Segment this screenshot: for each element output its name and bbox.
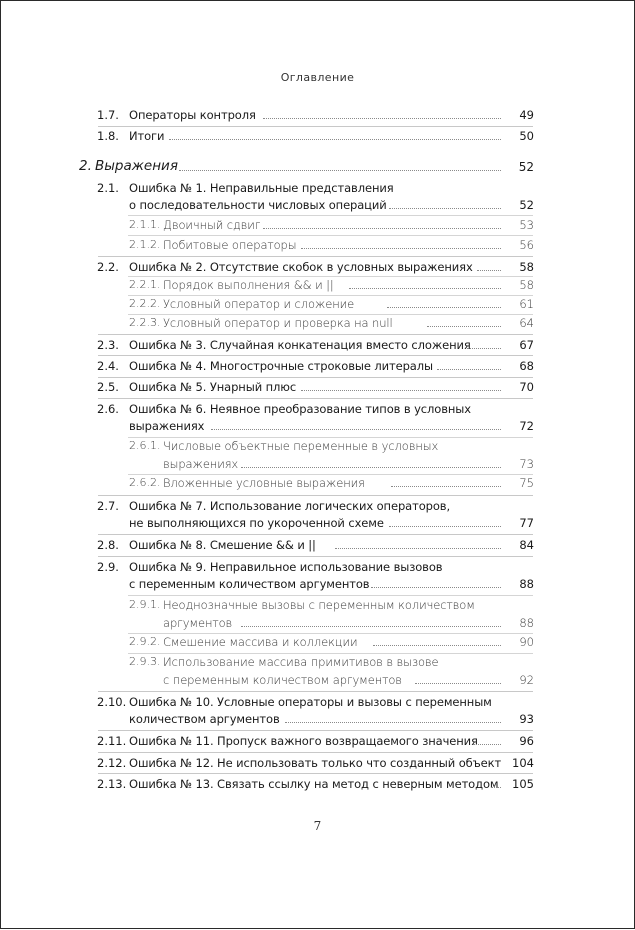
toc-entry-number: 2.2.3. — [129, 316, 161, 329]
toc-entry[interactable] — [1, 695, 635, 729]
toc-entry-title: Итоги — [129, 129, 165, 143]
toc-entry-title: Побитовые операторы — [163, 238, 297, 252]
toc-entry-title: Порядок выполнения && и || — [163, 278, 334, 292]
toc-entry-page: 49 — [519, 108, 534, 122]
toc-entry-page: 105 — [512, 777, 534, 791]
toc-entry[interactable] — [1, 359, 635, 377]
toc-entry-page: 88 — [519, 616, 534, 630]
toc-entry-page: 56 — [519, 238, 534, 252]
toc-entry-page: 72 — [519, 419, 534, 433]
dot-leader — [179, 168, 501, 171]
dot-leader — [389, 206, 501, 209]
divider — [128, 595, 533, 596]
toc-entry-page: 53 — [519, 218, 534, 232]
toc-entry[interactable] — [1, 380, 635, 398]
divider — [98, 773, 533, 774]
toc-entry-title: Ошибка № 1. Неправильные представления — [129, 181, 394, 195]
toc-entry-title-continued: выражениях — [163, 457, 239, 471]
divider — [98, 377, 533, 378]
toc-chapter-entry[interactable] — [1, 158, 635, 178]
toc-subentry[interactable] — [1, 297, 635, 315]
toc-entry-number: 2.3. — [97, 338, 119, 352]
toc-entry-number: 2.9.1. — [129, 598, 161, 611]
toc-entry-page: 88 — [519, 577, 534, 591]
toc-entry-title: Ошибка № 5. Унарный плюс — [129, 380, 297, 394]
toc-entry[interactable] — [1, 756, 635, 774]
toc-entry-title-continued: не выполняющихся по укороченной схеме — [129, 516, 384, 530]
toc-entry-page: 68 — [519, 359, 534, 373]
divider — [98, 495, 533, 496]
toc-subentry[interactable] — [1, 238, 635, 256]
divider — [128, 437, 533, 438]
toc-entry-number: 2.2.1. — [129, 278, 161, 291]
table-of-contents — [1, 1, 635, 930]
toc-entry[interactable] — [1, 181, 635, 215]
dot-leader — [373, 643, 501, 646]
dot-leader — [301, 246, 501, 249]
toc-entry[interactable] — [1, 734, 635, 752]
toc-subentry[interactable] — [1, 439, 635, 473]
dot-leader — [491, 785, 501, 788]
toc-entry-title-continued: о последовательности числовых операций — [129, 198, 387, 212]
dot-leader — [467, 346, 501, 349]
toc-entry-number: 2.6. — [97, 402, 119, 416]
dot-leader — [301, 388, 501, 391]
toc-entry-title: Ошибка № 12. Не использовать только что созданный объект — [129, 756, 502, 770]
dot-leader — [437, 367, 501, 370]
toc-entry[interactable] — [1, 538, 635, 556]
divider — [98, 534, 533, 535]
toc-entry-number: 2.1. — [97, 181, 119, 195]
toc-entry-title: Числовые объектные переменные в условных — [163, 439, 439, 453]
running-head: Оглавление — [280, 71, 355, 84]
toc-entry-number: 2.4. — [97, 359, 119, 373]
dot-leader — [473, 742, 501, 745]
divider — [128, 235, 533, 236]
toc-entry-title: Операторы контроля — [129, 108, 256, 122]
toc-subentry[interactable] — [1, 635, 635, 653]
toc-entry-page: 70 — [519, 380, 534, 394]
toc-entry-number: 1.7. — [97, 108, 119, 122]
toc-entry-title-continued: с переменным количеством аргументов — [129, 577, 370, 591]
divider — [128, 276, 533, 277]
chapter-title: Выражения — [95, 158, 178, 174]
toc-entry-title-continued: выражениях — [129, 419, 205, 433]
toc-entry[interactable] — [1, 402, 635, 436]
toc-entry-page: 93 — [519, 712, 534, 726]
divider — [128, 295, 533, 296]
toc-entry-title-continued: с переменным количеством аргументов — [163, 673, 402, 687]
divider — [98, 691, 533, 692]
toc-subentry[interactable] — [1, 476, 635, 494]
divider — [98, 752, 533, 753]
toc-entry[interactable] — [1, 777, 635, 795]
dot-leader — [387, 305, 501, 308]
toc-entry-title: Ошибка № 4. Многострочные строковые литералы — [129, 359, 433, 373]
toc-entry-page: 96 — [519, 734, 534, 748]
toc-entry-number: 2.7. — [97, 499, 119, 513]
toc-entry-number: 2.9.2. — [129, 635, 161, 648]
dot-leader — [211, 427, 501, 430]
divider — [128, 215, 533, 216]
toc-entry-page: 77 — [519, 516, 534, 530]
toc-entry-title: Ошибка № 8. Смешение && и || — [129, 538, 316, 552]
dot-leader — [169, 137, 501, 140]
toc-entry-title: Использование массива примитивов в вызове — [163, 655, 439, 669]
toc-entry-number: 2.13. — [97, 777, 127, 791]
toc-entry-title: Ошибка № 2. Отсутствие скобок в условных выражениях — [129, 260, 473, 274]
toc-entry-title: Условный оператор и сложение — [163, 297, 355, 311]
toc-entry-number: 2.12. — [97, 756, 127, 770]
toc-entry-title: Вложенные условные выражения — [163, 476, 365, 490]
toc-entry-page: 58 — [519, 260, 534, 274]
dot-leader — [349, 286, 501, 289]
toc-entry-title: Смешение массива и коллекции — [163, 635, 358, 649]
dot-leader — [477, 268, 501, 271]
toc-subentry[interactable] — [1, 278, 635, 296]
toc-entry-number: 2.6.1. — [129, 439, 161, 452]
toc-entry-number: 2.2. — [97, 260, 119, 274]
toc-subentry[interactable] — [1, 218, 635, 236]
toc-entry-page: 61 — [519, 297, 534, 311]
toc-entry-title: Ошибка № 7. Использование логических операторов, — [129, 499, 450, 513]
toc-entry-number: 2.11. — [97, 734, 127, 748]
toc-entry-title-continued: аргументов — [163, 616, 233, 630]
toc-entry[interactable] — [1, 338, 635, 356]
toc-entry-title: Ошибка № 3. Случайная конкатенация вместо сложения — [129, 338, 471, 352]
toc-entry-number: 1.8. — [97, 129, 119, 143]
toc-entry[interactable] — [1, 499, 635, 533]
toc-entry-page: 92 — [519, 673, 534, 687]
divider — [98, 556, 533, 557]
divider — [98, 126, 533, 127]
dot-leader — [427, 324, 501, 327]
toc-entry-title: Условный оператор и проверка на null — [163, 316, 393, 330]
dot-leader — [335, 546, 501, 549]
page-number: 7 — [313, 819, 322, 833]
toc-subentry[interactable] — [1, 316, 635, 334]
toc-entry-title: Ошибка № 11. Пропуск важного возвращаемого значения — [129, 734, 478, 748]
chapter-number: 2. — [79, 158, 92, 174]
divider — [128, 314, 533, 315]
dot-leader — [371, 585, 501, 588]
toc-entry[interactable] — [1, 560, 635, 594]
toc-entry-page: 64 — [519, 316, 534, 330]
dot-leader — [263, 116, 501, 119]
dot-leader — [415, 681, 501, 684]
toc-entry-number: 2.9.3. — [129, 655, 161, 668]
toc-entry-page: 73 — [519, 457, 534, 471]
divider — [98, 730, 533, 731]
dot-leader — [263, 226, 501, 229]
toc-entry-number: 2.1.2. — [129, 238, 161, 251]
toc-entry-title: Ошибка № 6. Неявное преобразование типов в условных — [129, 402, 471, 416]
toc-entry-page: 52 — [519, 198, 534, 212]
divider — [128, 474, 533, 475]
toc-entry-title: Двоичный сдвиг — [163, 218, 261, 232]
dot-leader — [391, 484, 501, 487]
toc-entry[interactable] — [1, 129, 635, 147]
toc-entry-number: 2.6.2. — [129, 476, 161, 489]
toc-entry-number: 2.8. — [97, 538, 119, 552]
dot-leader — [241, 624, 501, 627]
divider — [98, 398, 533, 399]
toc-entry-page: 50 — [519, 129, 534, 143]
toc-entry-number: 2.1.1. — [129, 218, 161, 231]
toc-entry[interactable] — [1, 108, 635, 126]
toc-entry-page: 58 — [519, 278, 534, 292]
toc-entry-page: 67 — [519, 338, 534, 352]
dot-leader — [241, 465, 501, 468]
toc-entry-title: Ошибка № 9. Неправильное использование вызовов — [129, 560, 443, 574]
divider — [98, 256, 533, 257]
toc-entry-title-continued: количеством аргументов — [129, 712, 280, 726]
toc-entry-page: 84 — [519, 538, 534, 552]
divider — [128, 653, 533, 654]
divider — [98, 334, 533, 335]
toc-entry-title: Ошибка № 13. Связать ссылку на метод с неверным методом — [129, 777, 499, 791]
toc-entry-number: 2.9. — [97, 560, 119, 574]
toc-entry-page: 75 — [519, 476, 534, 490]
toc-subentry[interactable] — [1, 655, 635, 689]
divider — [128, 633, 533, 634]
toc-entry-number: 2.10. — [97, 695, 127, 709]
toc-entry-page: 104 — [512, 756, 534, 770]
toc-subentry[interactable] — [1, 598, 635, 632]
toc-entry-title: Ошибка № 10. Условные операторы и вызовы с переменным — [129, 695, 492, 709]
toc-entry-title: Неоднозначные вызовы с переменным количеством — [163, 598, 475, 612]
dot-leader — [389, 524, 501, 527]
toc-entry-page: 90 — [519, 635, 534, 649]
toc-entry-number: 2.2.2. — [129, 297, 161, 310]
toc-entry-number: 2.5. — [97, 380, 119, 394]
toc-entry-page: 52 — [518, 160, 534, 174]
dot-leader — [285, 720, 501, 723]
divider — [98, 355, 533, 356]
